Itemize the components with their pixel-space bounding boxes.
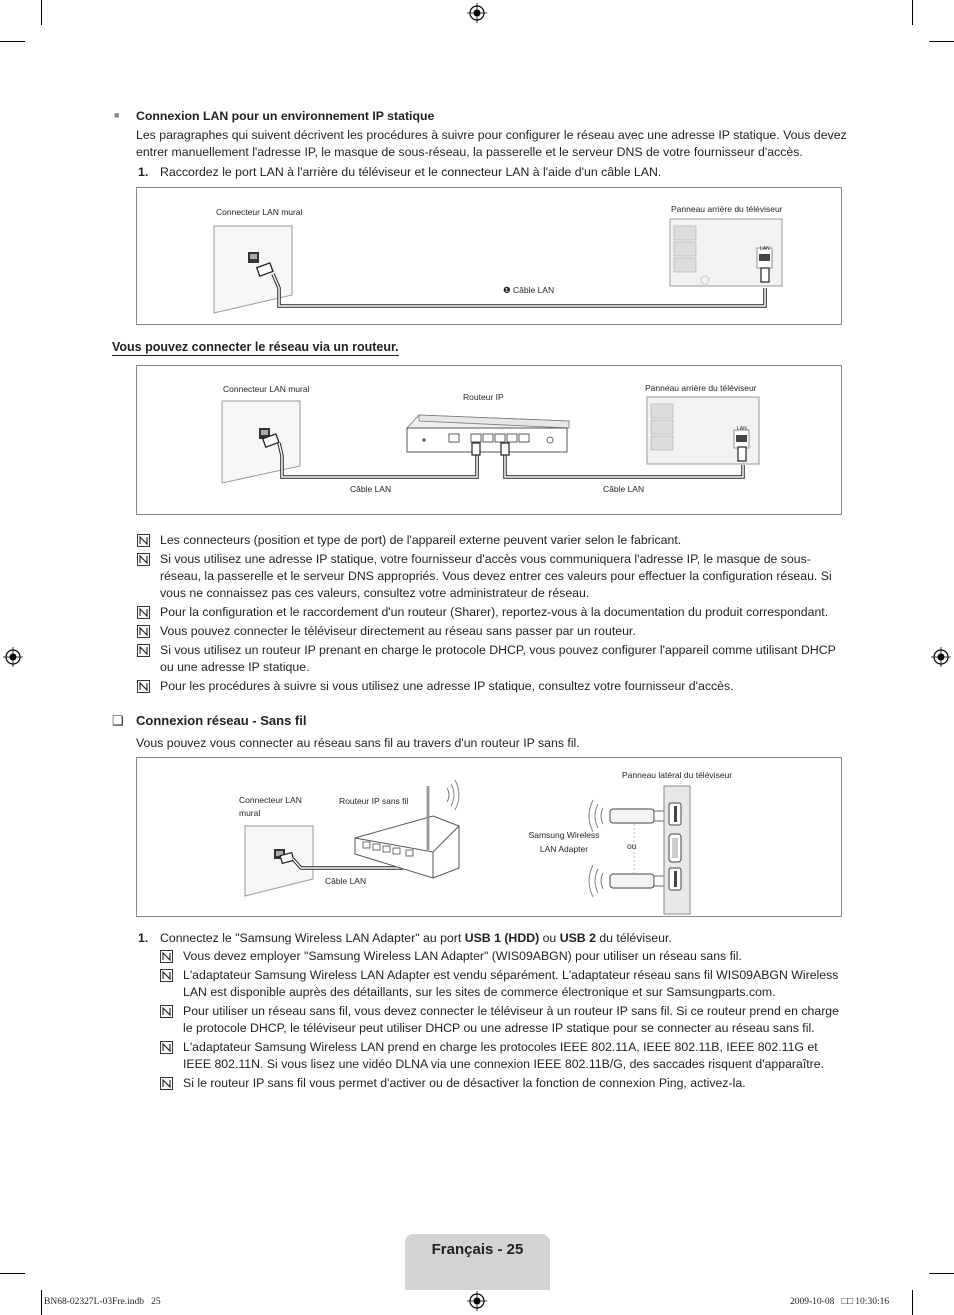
lan-port-label: LAN bbox=[737, 426, 747, 432]
adapter-label-line: LAN Adapter bbox=[539, 844, 589, 854]
crop-mark bbox=[0, 1273, 25, 1274]
note-icon bbox=[160, 950, 173, 963]
wireless-router-label: Routeur IP sans fil bbox=[339, 796, 409, 806]
wall-connector-label: Connecteur LAN mural bbox=[216, 207, 303, 217]
note-text-line: Vous pouvez connecter le téléviseur directement au réseau sans passer par un routeur. bbox=[160, 624, 636, 638]
registration-mark-icon bbox=[931, 647, 951, 667]
note-text-line: IEEE 802.11N. Si vous lisez une vidéo DLNA via une connexion IEEE 802.11B/G, des saccades risquent d'apparaître. bbox=[183, 1057, 825, 1071]
cable-label: Câble LAN bbox=[325, 876, 367, 886]
lan-diagram-graphic bbox=[137, 188, 841, 324]
note-text-line: Si le routeur IP sans fil vous permet d'activer ou de désactiver la fonction de connexion Ping, activez-la. bbox=[183, 1076, 746, 1090]
tv-panel-label: Panneau arrière du téléviseur bbox=[671, 204, 783, 214]
note-text-line: Les connecteurs (position et type de port) de l'appareil externe peuvent varier selon le fabricant. bbox=[160, 533, 682, 547]
section-checkbox: ❑ bbox=[112, 713, 124, 728]
crop-mark bbox=[929, 1273, 954, 1274]
note-text-line: Si vous utilisez une adresse IP statique, votre fournisseur d'accès vous communiquera l'adresse IP, le masque de sous- bbox=[160, 552, 811, 566]
note-text-line: Pour les procédures à suivre si vous utilisez une adresse IP statique, consultez votre fournisseur d'accès. bbox=[160, 679, 734, 693]
note-icon bbox=[137, 625, 150, 638]
lan-port-label: LAN bbox=[760, 246, 770, 252]
step-text bbox=[160, 930, 672, 947]
intro-line: entrer manuellement l'adresse IP, le masque de sous-réseau, la passerelle et le serveur DNS de votre fournisseur d'accès. bbox=[136, 145, 803, 159]
note-icon bbox=[160, 1041, 173, 1054]
crop-mark bbox=[41, 1290, 42, 1315]
note-text-line: Si vous utilisez un routeur IP prenant en charge le protocole DHCP, vous pouvez configurer l'appareil comme utilisant DHCP bbox=[160, 643, 836, 657]
diagram-direct-lan bbox=[136, 187, 842, 325]
intro-line: Les paragraphes qui suivent décrivent les procédures à suivre pour configurer le réseau avec une adresse IP statique. Vous devez bbox=[136, 128, 847, 142]
note-text-line: Pour utiliser un réseau sans fil, vous devez connecter le téléviseur à un routeur IP sans fil. Si ce routeur prend en charge bbox=[183, 1004, 839, 1018]
note-text-line: L'adaptateur Samsung Wireless LAN prend en charge les protocoles IEEE 802.11A, IEEE 802.11B, IEEE 802.11G et bbox=[183, 1040, 818, 1054]
note-text-line: ou une adresse IP statique. bbox=[160, 660, 310, 674]
wall-label-line: mural bbox=[239, 808, 261, 818]
crop-mark bbox=[912, 1290, 913, 1315]
note-icon bbox=[137, 553, 150, 566]
step-number: 1. bbox=[138, 931, 149, 945]
note-icon bbox=[137, 680, 150, 693]
diagram-wireless bbox=[136, 757, 842, 917]
step-text-part: ou bbox=[539, 931, 560, 945]
usb1-port-name: USB 1 (HDD) bbox=[464, 931, 540, 945]
tv-panel-label: Panneau arrière du téléviseur bbox=[645, 383, 757, 393]
crop-mark bbox=[0, 41, 25, 42]
router-label: Routeur IP bbox=[463, 392, 504, 402]
router-diagram-graphic bbox=[137, 366, 841, 514]
wireless-diagram-graphic bbox=[137, 758, 841, 916]
wall-label-line: Connecteur LAN bbox=[239, 795, 302, 805]
cable-label-left: Câble LAN bbox=[350, 484, 392, 494]
registration-mark-icon bbox=[467, 1291, 487, 1311]
registration-mark-icon bbox=[3, 647, 23, 667]
cable-label-text: Câble LAN bbox=[513, 285, 555, 295]
page-number-tab bbox=[405, 1234, 550, 1290]
router-heading: Vous pouvez connecter le réseau via un routeur. bbox=[112, 340, 399, 354]
note-text-line: réseau, la passerelle et le serveur DNS appropriés. Vous devez entrer ces valeurs pour effectuer la configuration réseau. Si bbox=[160, 569, 832, 583]
or-label: ou bbox=[627, 841, 637, 851]
wireless-intro: Vous pouvez vous connecter au réseau sans fil au travers d'un routeur IP sans fil. bbox=[136, 736, 580, 750]
step-text-part: Connectez le "Samsung Wireless LAN Adapter" au port bbox=[160, 931, 465, 945]
note-text-line: Pour la configuration et le raccordement d'un routeur (Sharer), reportez-vous à la documentation du produit correspondant. bbox=[160, 605, 829, 619]
note-text-line: Vous devez employer "Samsung Wireless LAN Adapter" (WIS09ABGN) pour utiliser un réseau sans fil. bbox=[183, 949, 742, 963]
cable-label-right: Câble LAN bbox=[603, 484, 645, 494]
note-icon bbox=[137, 534, 150, 547]
section-title: Connexion LAN pour un environnement IP statique bbox=[136, 109, 435, 123]
crop-mark bbox=[912, 0, 913, 25]
note-icon bbox=[160, 1077, 173, 1090]
note-icon bbox=[137, 644, 150, 657]
note-icon bbox=[160, 1005, 173, 1018]
page-number: Français - 25 bbox=[431, 1241, 524, 1258]
note-text-line: L'adaptateur Samsung Wireless LAN Adapter est vendu séparément. L'adaptateur réseau sans fil WIS09ABGN Wireless bbox=[183, 968, 839, 982]
crop-mark bbox=[41, 0, 42, 25]
wall-connector-label: Connecteur LAN mural bbox=[223, 384, 310, 394]
step-text: Raccordez le port LAN à l'arrière du téléviseur et le connecteur LAN à l'aide d'un câble LAN. bbox=[160, 165, 662, 179]
note-text-line: LAN est disponible auprès des détaillants, sur les sites de commerce électronique et sur Samsungparts.com. bbox=[183, 985, 776, 999]
note-text-line: vous ne connaissez pas ces valeurs, consultez votre administrateur de réseau. bbox=[160, 586, 590, 600]
wireless-title: Connexion réseau - Sans fil bbox=[136, 713, 307, 728]
wifi-waves-icon bbox=[589, 800, 603, 897]
note-text-line: le protocole DHCP, le téléviseur peut utiliser DHCP ou une adresse IP statique pour se connecter au réseau sans fil. bbox=[183, 1021, 815, 1035]
crop-mark bbox=[929, 41, 954, 42]
registration-mark-icon bbox=[467, 3, 487, 23]
tv-side-panel-label: Panneau latéral du téléviseur bbox=[622, 770, 733, 780]
diagram-router-lan bbox=[136, 365, 842, 515]
step-text-part: du téléviseur. bbox=[595, 931, 672, 945]
file-name: BN68-02327L-03Fre.indb 25 bbox=[44, 1297, 161, 1307]
print-date: 2009-10-08 □□ 10:30:16 bbox=[790, 1297, 890, 1307]
cable-marker: ❶ bbox=[503, 285, 511, 295]
step-number: 1. bbox=[138, 165, 149, 179]
adapter-label-line: Samsung Wireless bbox=[528, 830, 600, 840]
square-bullet: ■ bbox=[114, 110, 120, 120]
usb2-port-name: USB 2 bbox=[559, 931, 596, 945]
note-icon bbox=[160, 969, 173, 982]
note-icon bbox=[137, 606, 150, 619]
wifi-waves-icon bbox=[447, 780, 459, 810]
